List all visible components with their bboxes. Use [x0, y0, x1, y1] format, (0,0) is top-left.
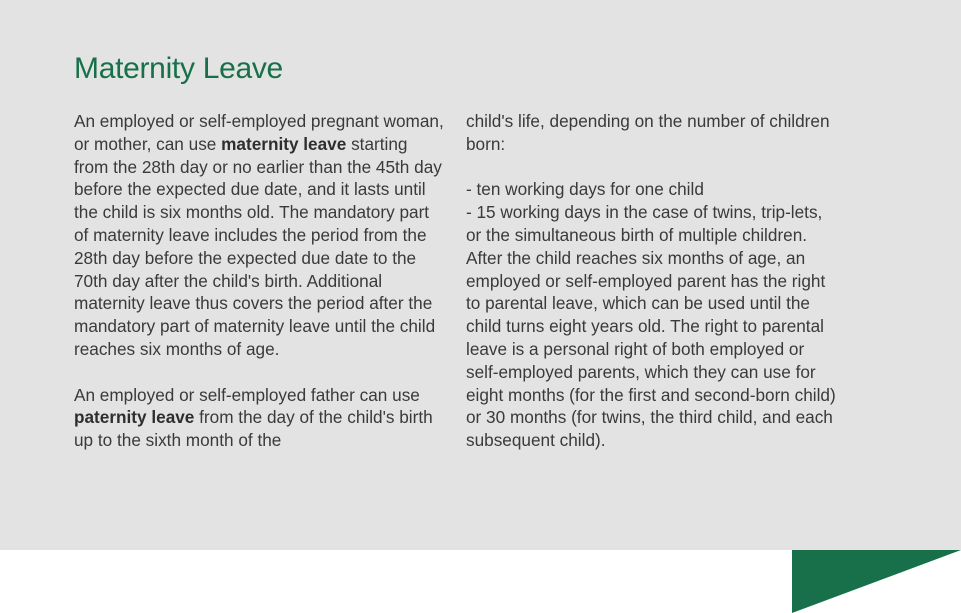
maternity-leave-term: maternity leave [221, 133, 347, 154]
right-column [466, 110, 838, 452]
paternity-paragraph [74, 384, 446, 452]
corner-triangle-decoration [792, 550, 961, 613]
paragraph-spacer [466, 156, 838, 179]
list-item: - ten working days for one child [466, 179, 704, 200]
paragraph-spacer [74, 361, 446, 384]
left-column [74, 110, 446, 452]
paternity-text-start: An employed or self-employed father can use [74, 384, 420, 405]
parental-leave-paragraph: After the child reaches six months of age, an employed or self-employed parent has the right to parental leave, which can be used until the child turns eight years old. The right to parental leave is a personal right of both employed or self-employed parents, which they can use for eight months (for the first and second-born child) or 30 months (for twins, the third child, and each subsequent child). [466, 247, 836, 451]
paternity-continuation: child's life, depending on the number of children born: [466, 111, 830, 154]
paternity-leave-term: paternity leave [74, 407, 195, 428]
maternity-paragraph [74, 110, 446, 361]
maternity-text-end: starting from the 28th day or no earlier than the 45th day before the expected due date, and it lasts until the child is six months old. The mandatory part of maternity leave includes the period from the 28th day before the expected due date to the 70th day after the child's birth. Additional maternity leave thus covers the period after the mandatory part of maternity leave until the child reaches six months of age. [74, 133, 442, 359]
list-item: - 15 working days in the case of twins, trip-lets, or the simultaneous birth of multiple children. [466, 202, 823, 245]
paternity-text-end: from the day of the child's birth up to the sixth month of the [74, 407, 433, 451]
maternity-text-start: An employed or self-employed pregnant woman, or mother, can use [74, 111, 444, 154]
page-title: Maternity Leave [74, 52, 283, 85]
